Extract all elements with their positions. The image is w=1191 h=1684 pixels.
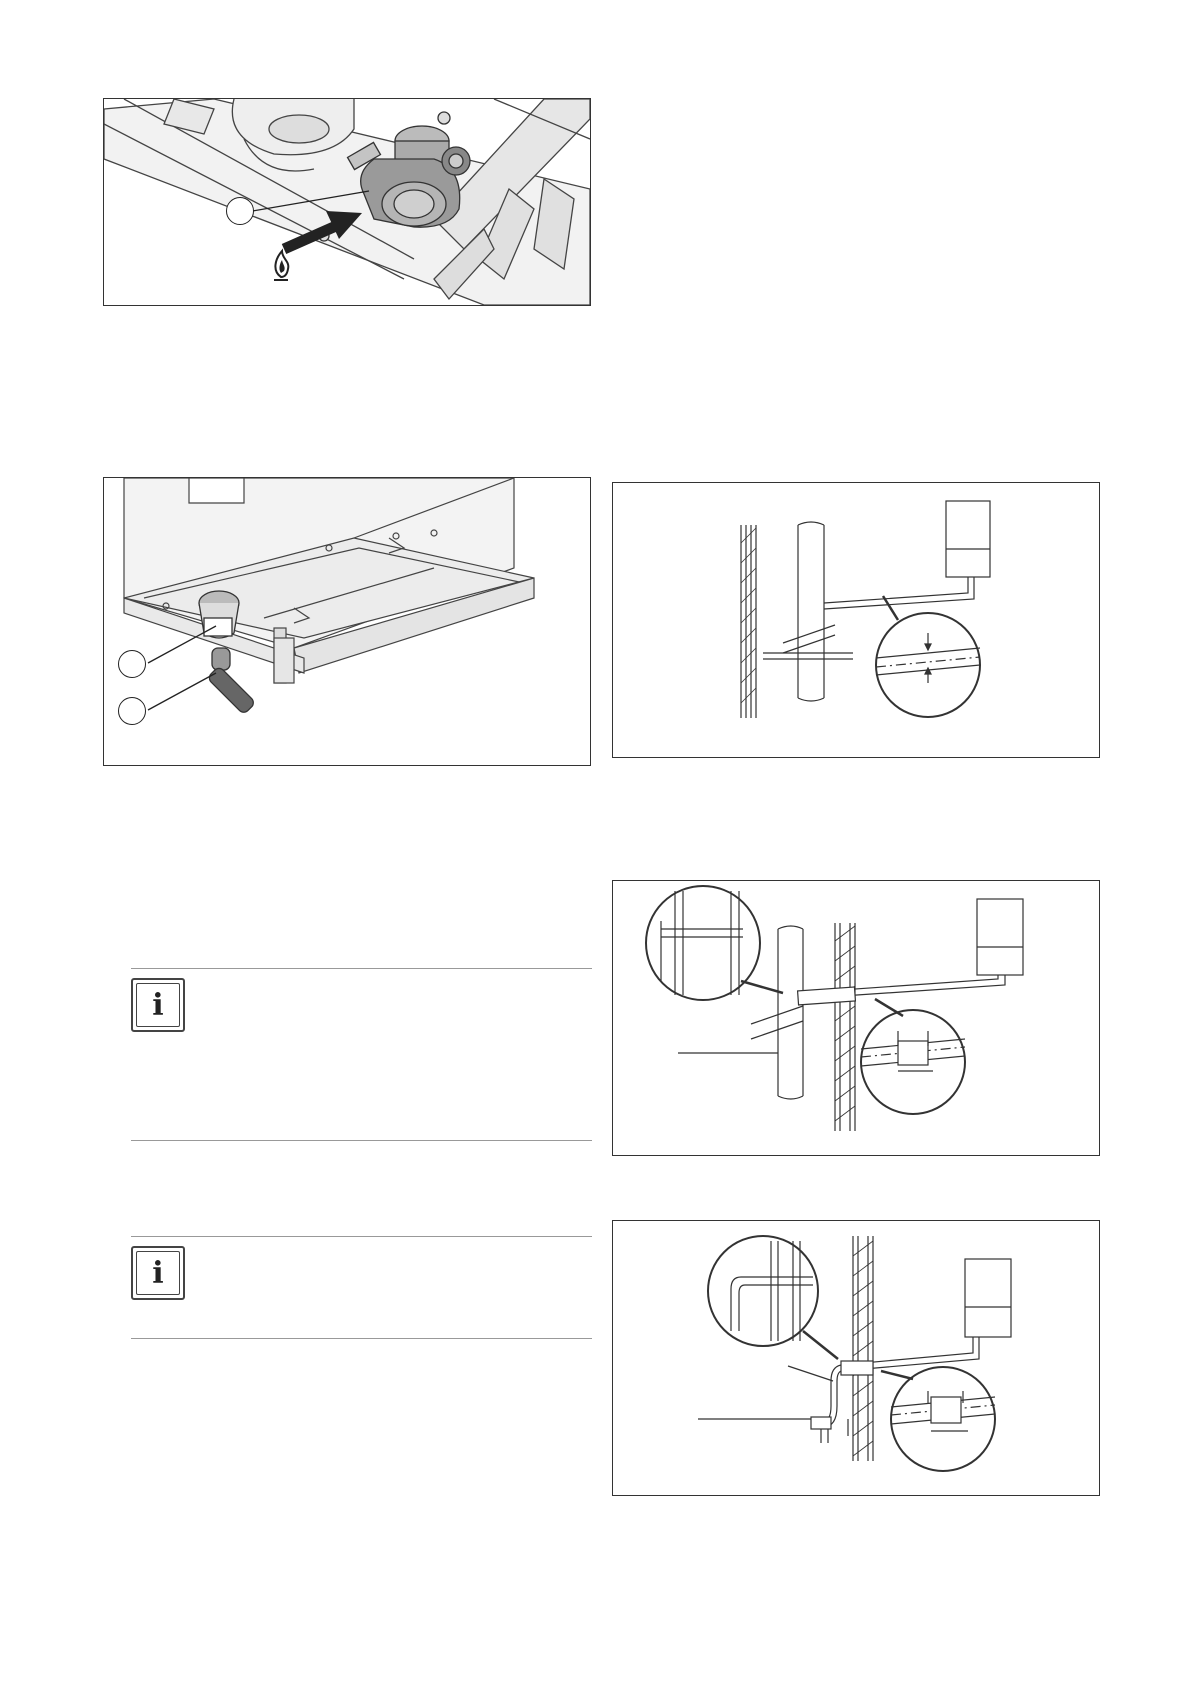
hose-connection-illustration	[104, 478, 590, 765]
gas-valve-illustration	[104, 99, 590, 305]
info-note-2	[131, 1236, 592, 1339]
info-icon: i	[131, 1246, 185, 1300]
figure-condensate-pipe-bend	[612, 1220, 1100, 1496]
figure-hose-connection	[103, 477, 591, 766]
figure-condensate-pipe-sleeve	[612, 880, 1100, 1156]
callout-1	[118, 650, 146, 678]
condensate-pipe-bend-illustration	[613, 1221, 1099, 1495]
callout-2	[118, 697, 146, 725]
info-icon: i	[131, 978, 185, 1032]
callout-1	[226, 197, 254, 225]
gas-flame-icon	[274, 251, 288, 280]
figure-gas-valve	[103, 98, 591, 306]
info-note-1	[131, 968, 592, 1141]
condensate-pipe-illustration	[613, 483, 1099, 757]
condensate-pipe-sleeve-illustration	[613, 881, 1099, 1155]
figure-condensate-pipe	[612, 482, 1100, 758]
